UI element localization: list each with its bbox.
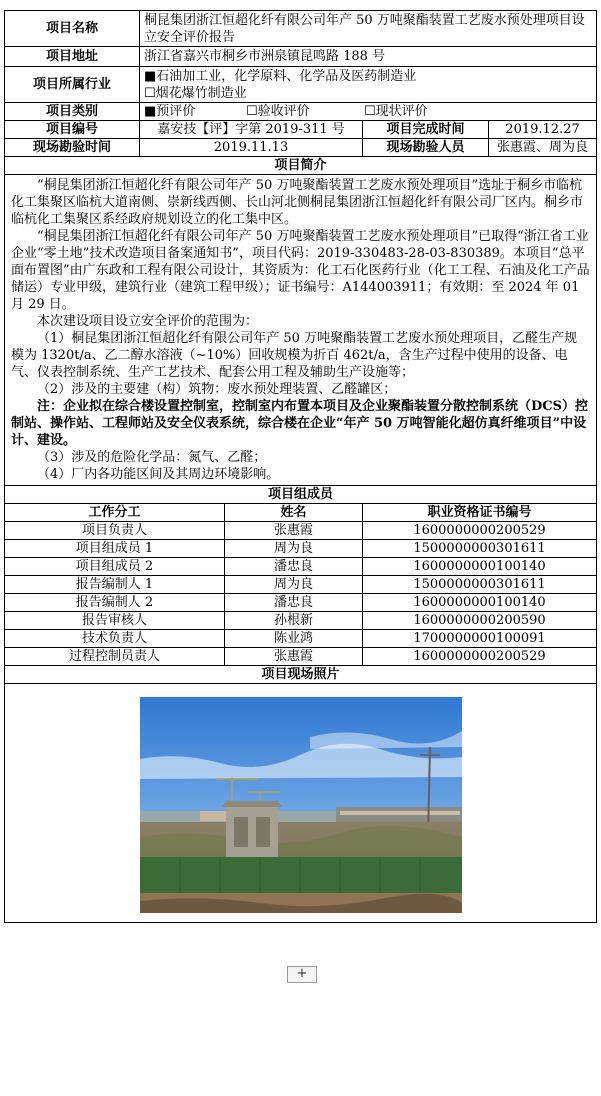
member-name: 张惠霞 <box>225 522 363 540</box>
intro-paragraph: （4）厂内各功能区间及其周边环境影响。 <box>37 467 280 482</box>
survey-staff-value: 张惠霞、周为良 <box>489 139 597 157</box>
member-role: 报告审核人 <box>5 612 225 630</box>
member-cert-number: 1700000000100091 <box>363 630 597 648</box>
member-row <box>5 612 597 630</box>
photo-cell <box>5 684 597 923</box>
member-role: 报告编制人 2 <box>5 594 225 612</box>
category-option-status: ☐现状评价 <box>364 104 428 119</box>
industry-options <box>140 67 597 103</box>
industry-option-fireworks: ☐烟花爆竹制造业 <box>144 85 247 101</box>
members-title: 项目组成员 <box>5 486 597 504</box>
project-number-label: 项目编号 <box>5 121 140 139</box>
members-table-body <box>5 522 597 666</box>
unchecked-box-icon: ☐ <box>364 104 376 119</box>
address-label: 项目地址 <box>5 47 140 67</box>
member-role: 项目负责人 <box>5 522 225 540</box>
member-row <box>5 594 597 612</box>
member-role: 报告编制人 1 <box>5 576 225 594</box>
members-header-role: 工作分工 <box>5 504 225 522</box>
complete-date-label: 项目完成时间 <box>363 121 489 139</box>
member-row <box>5 648 597 666</box>
site-photo <box>140 697 462 913</box>
category-option-pre: ■预评价 <box>144 104 196 119</box>
member-name: 周为良 <box>225 576 363 594</box>
member-role: 技术负责人 <box>5 630 225 648</box>
member-cert-number: 1600000000200529 <box>363 648 597 666</box>
complete-date-value: 2019.12.27 <box>489 121 597 139</box>
intro-paragraph: （2）涉及的主要建（构）筑物：废水预处理装置、乙醛罐区； <box>37 382 397 397</box>
members-header-row <box>5 504 597 522</box>
member-name: 孙根新 <box>225 612 363 630</box>
unchecked-box-icon: ☐ <box>246 104 258 119</box>
member-role: 项目组成员 1 <box>5 540 225 558</box>
intro-body <box>5 175 597 486</box>
member-row <box>5 522 597 540</box>
intro-note: 注：企业拟在综合楼设置控制室，控制室内布置本项目及企业聚酯装置分散控制系统（DCS）控制站、操作站、工程师站及安全仪表系统，综合楼在企业“年产 50 万吨智能化超仿真纤维项目”中设计、建设。 <box>11 399 589 448</box>
category-option-acceptance: ☐验收评价 <box>246 104 310 119</box>
intro-paragraph: （1）桐昆集团浙江恒超化纤有限公司年产 50 万吨聚酯装置工艺废水预处理项目，乙醛生产规模为 1320t/a、乙二醇水溶液（~10%）回收规模为折百 462t/a，含生产过程中使用的设备、电气、仪表控制系统、生产工艺技术、配套公用工程及辅助生产设施等； <box>11 331 578 380</box>
category-options <box>140 103 597 121</box>
intro-paragraph: “桐昆集团浙江恒超化纤有限公司年产 50 万吨聚酯装置工艺废水预处理项目”选址于桐乡市临杭化工集聚区临杭大道南侧、崇新线西侧、长山河北侧桐昆集团浙江恒超化纤有限公司厂区内。桐乡市临杭化工集聚区系经政府规划设立的化工集中区。 <box>11 178 584 227</box>
survey-staff-label: 现场勘验人员 <box>363 139 489 157</box>
members-header-name: 姓名 <box>225 504 363 522</box>
member-cert-number: 1600000000200590 <box>363 612 597 630</box>
expand-button[interactable]: + <box>287 966 317 983</box>
checked-box-icon: ■ <box>144 104 157 119</box>
member-row <box>5 558 597 576</box>
member-row <box>5 630 597 648</box>
address-value: 浙江省嘉兴市桐乡市洲泉镇昆鸣路 188 号 <box>140 47 597 67</box>
industry-option-petrochem: ■石油加工业，化学原料、化学品及医药制造业 <box>144 68 417 84</box>
intro-title: 项目简介 <box>5 157 597 175</box>
project-name-value: 桐昆集团浙江恒超化纤有限公司年产 50 万吨聚酯装置工艺废水预处理项目设立安全评价报告 <box>140 11 597 47</box>
member-name: 潘忠良 <box>225 558 363 576</box>
member-cert-number: 1500000000301611 <box>363 540 597 558</box>
member-name: 周为良 <box>225 540 363 558</box>
category-label: 项目类别 <box>5 103 140 121</box>
member-name: 张惠霞 <box>225 648 363 666</box>
unchecked-box-icon: ☐ <box>144 85 156 101</box>
member-cert-number: 1500000000301611 <box>363 576 597 594</box>
survey-time-label: 现场勘验时间 <box>5 139 140 157</box>
checked-box-icon: ■ <box>144 68 157 84</box>
project-name-label: 项目名称 <box>5 11 140 47</box>
member-name: 潘忠良 <box>225 594 363 612</box>
intro-paragraph: “桐昆集团浙江恒超化纤有限公司年产 50 万吨聚酯装置工艺废水预处理项目”已取得“浙江省工业企业“零土地”技术改造项目备案通知书”，项目代码：2019-330483-28-03-830389。本项目“总平面布置图”由广东政和工程有限公司设计，其资质为：化工石化医药行业（化工工程、石油及化工产品储运）专业甲级，建筑行业（建筑工程甲级）；证书编号：A144003911；有效期：至 2024 年 01 月 29 日。 <box>11 229 590 312</box>
member-cert-number: 1600000000200529 <box>363 522 597 540</box>
member-name: 陈业鸿 <box>225 630 363 648</box>
member-role: 项目组成员 2 <box>5 558 225 576</box>
intro-paragraph: （3）涉及的危险化学品：氮气、乙醛； <box>37 450 267 465</box>
member-role: 过程控制员责人 <box>5 648 225 666</box>
photo-title: 项目现场照片 <box>5 666 597 684</box>
member-cert-number: 1600000000100140 <box>363 594 597 612</box>
intro-paragraph: 本次建设项目设立安全评价的范围为： <box>37 314 259 329</box>
report-form <box>4 10 596 923</box>
survey-time-value: 2019.11.13 <box>140 139 363 157</box>
industry-label: 项目所属行业 <box>5 67 140 103</box>
project-number-value: 嘉安技【评】字第 2019-311 号 <box>140 121 363 139</box>
project-info-table <box>4 10 597 923</box>
member-row <box>5 540 597 558</box>
members-header-cert: 职业资格证书编号 <box>363 504 597 522</box>
member-row <box>5 576 597 594</box>
member-cert-number: 1600000000100140 <box>363 558 597 576</box>
